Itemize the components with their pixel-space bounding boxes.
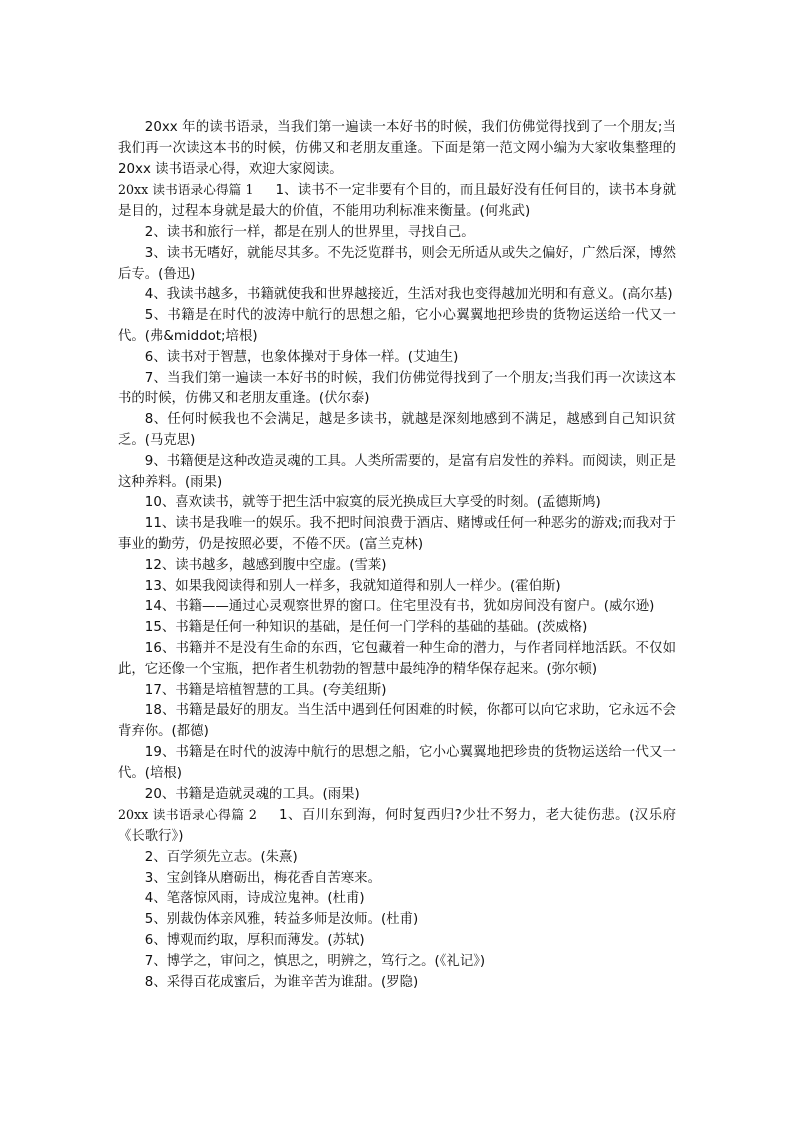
quote-item: 2、读书和旅行一样，都是在别人的世界里，寻找自己。 bbox=[144, 224, 475, 240]
quote-item: 7、当我们第一遍读一本好书的时候，我们仿佛觉得找到了一个朋友;当我们再一次读这本书的时候，仿佛又和老朋友重逢。(伏尔泰) bbox=[118, 370, 676, 407]
quote-item: 18、书籍是最好的朋友。当生活中遇到任何困难的时候，你都可以向它求助，它永远不会背弃你。(都德) bbox=[118, 703, 676, 740]
intro-paragraph: 20xx 年的读书语录，当我们第一遍读一本好书的时候，我们仿佛觉得找到了一个朋友;当我们再一次读这本书的时候，仿佛又和老朋友重逢。下面是第一范文网小编为大家收集整理的 20xx 读书语录心得，欢迎大家阅读。 bbox=[118, 120, 676, 177]
quote-item: 5、别裁伪体亲风雅，转益多师是汝师。(杜甫) bbox=[144, 912, 419, 928]
quote-item: 17、书籍是培植智慧的工具。(夸美纽斯) bbox=[144, 682, 387, 698]
quote-item: 19、书籍是在时代的波涛中航行的思想之船，它小心翼翼地把珍贵的货物运送给一代又一代。(培根) bbox=[118, 744, 676, 781]
quote-item: 6、读书对于智慧，也象体操对于身体一样。(艾迪生) bbox=[144, 349, 459, 365]
quote-item: 9、书籍便是这种改造灵魂的工具。人类所需要的，是富有启发性的养料。而阅读，则正是这种养料。(雨果) bbox=[118, 453, 676, 490]
quote-item: 14、书籍——通过心灵观察世界的窗口。住宅里没有书，犹如房间没有窗户。(威尔逊) bbox=[144, 599, 655, 615]
quote-item: 8、任何时候我也不会满足，越是多读书，就越是深刻地感到不满足，越感到自己知识贫乏。(马克思) bbox=[118, 412, 676, 448]
quote-item: 1、百川东到海，何时复西归?少壮不努力，老大徒伤悲。(汉乐府《长歌行》) bbox=[118, 808, 676, 845]
quote-item: 6、博观而约取，厚积而薄发。(苏轼) bbox=[144, 933, 365, 949]
quote-item: 13、如果我阅读得和别人一样多，我就知道得和别人一样少。(霍伯斯) bbox=[144, 578, 561, 594]
section-1-first-paragraph bbox=[118, 180, 676, 223]
quote-item: 3、读书无嗜好，就能尽其多。不先泛览群书，则会无所适从或失之偏好，广然后深，博然后专。(鲁迅) bbox=[118, 245, 676, 282]
quote-item: 11、读书是我唯一的娱乐。我不把时间浪费于酒店、赌博或任何一种恶劣的游戏;而我对于事业的勤劳，仍是按照必要，不倦不厌。(富兰克林) bbox=[118, 516, 676, 552]
quote-item: 20、书籍是造就灵魂的工具。(雨果) bbox=[144, 786, 360, 802]
section-1-heading: 20xx 读书语录心得篇 1 bbox=[118, 182, 254, 198]
quote-item: 16、书籍并不是没有生命的东西，它包藏着一种生命的潜力，与作者同样地活跃。不仅如此，它还像一个宝瓶，把作者生机勃勃的智慧中最纯净的精华保存起来。(弥尔顿) bbox=[118, 640, 676, 677]
quote-item: 15、书籍是任何一种知识的基础，是任何一门学科的基础的基础。(茨威格) bbox=[144, 620, 588, 636]
quote-item: 8、采得百花成蜜后，为谁辛苦为谁甜。(罗隐) bbox=[144, 974, 419, 990]
section-2-heading: 20xx 读书语录心得篇 2 bbox=[118, 807, 257, 823]
quote-item: 12、读书越多，越感到腹中空虚。(雪莱) bbox=[144, 557, 387, 573]
document-page bbox=[118, 118, 676, 993]
quote-item: 5、书籍是在时代的波涛中航行的思想之船，它小心翼翼地把珍贵的货物运送给一代又一代。(弗&middot;培根) bbox=[118, 308, 676, 344]
quote-item: 4、我读书越多，书籍就使我和世界越接近，生活对我也变得越加光明和有意义。(高尔基) bbox=[144, 287, 673, 303]
quote-item: 4、笔落惊风雨，诗成泣鬼神。(杜甫) bbox=[144, 891, 365, 907]
quote-item: 2、百学须先立志。(朱熹) bbox=[144, 849, 298, 865]
quote-item: 7、博学之，审问之，慎思之，明辨之，笃行之。(《礼记》) bbox=[144, 953, 486, 969]
quote-item: 3、宝剑锋从磨砺出，梅花香自苦寒来。 bbox=[144, 870, 381, 886]
quote-item: 1、读书不一定非要有个目的，而且最好没有任何目的，读书本身就是目的，过程本身就是最大的价值，不能用功利标准来衡量。(何兆武) bbox=[118, 183, 676, 220]
quote-item: 10、喜欢读书，就等于把生活中寂寞的辰光换成巨大享受的时刻。(孟德斯鸠) bbox=[144, 495, 601, 511]
section-2-first-paragraph bbox=[118, 805, 676, 848]
